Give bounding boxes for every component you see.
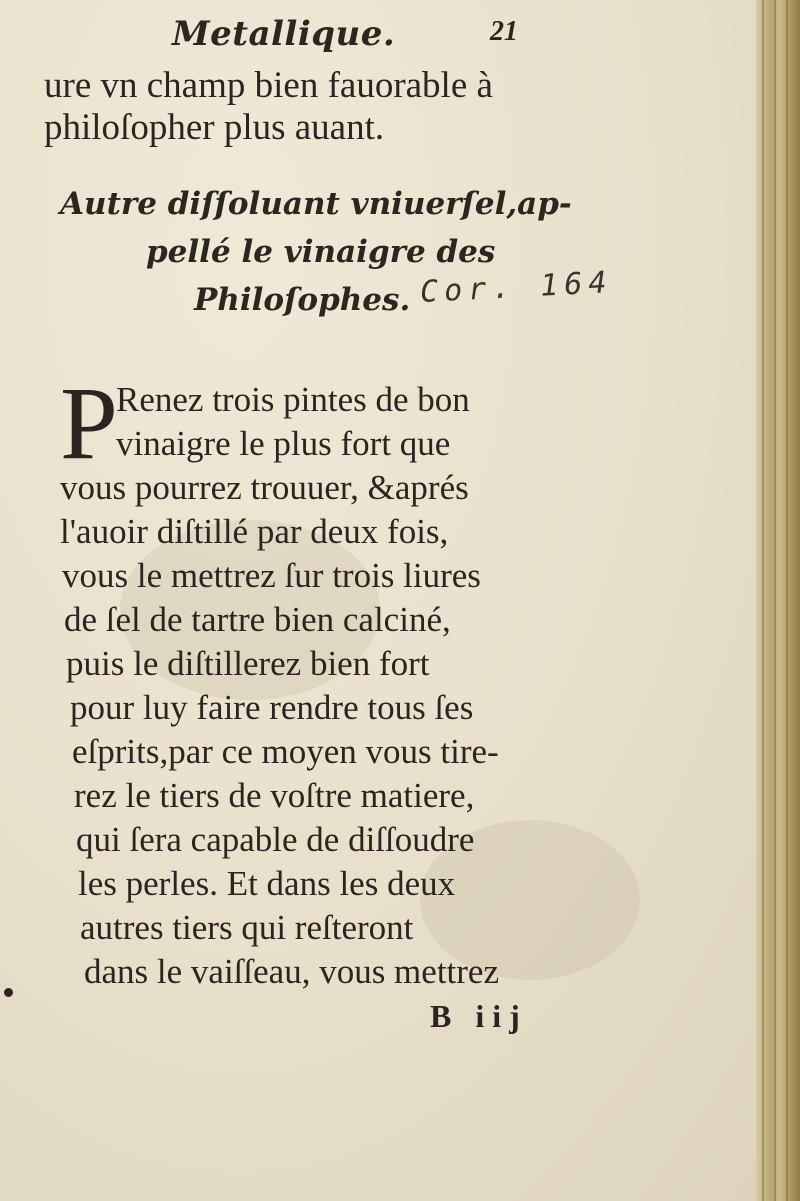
- text-line: puis le diſtillerez bien fort: [66, 644, 430, 683]
- text-line: Renez trois pintes de bon: [116, 380, 470, 419]
- section-heading-line: pellé le vinaigre des: [146, 234, 496, 270]
- text-line: de ſel de tartre bien calciné,: [64, 600, 451, 639]
- handwritten-annotation: Cor. 164: [419, 264, 614, 311]
- binding-line: [762, 0, 764, 1201]
- text-line: dans le vaiſſeau, vous mettrez: [84, 952, 499, 991]
- running-head-title: Metallique.: [172, 14, 396, 54]
- text-line: philoſopher plus auant.: [44, 107, 385, 148]
- binding-line: [774, 0, 776, 1201]
- drop-cap: P: [60, 366, 118, 481]
- text-line: pour luy faire rendre tous ſes: [70, 688, 474, 727]
- text-line: eſprits,par ce moyen vous tire-: [72, 732, 499, 771]
- binding-line: [786, 0, 788, 1201]
- text-line: qui ſera capable de diſſoudre: [76, 820, 475, 859]
- text-line: vous le mettrez ſur trois liures: [62, 556, 481, 595]
- text-line: l'auoir diſtillé par deux fois,: [60, 512, 449, 551]
- text-line: vinaigre le plus fort que: [116, 424, 451, 463]
- text-line: les perles. Et dans les deux: [78, 864, 456, 903]
- section-heading-line: Philoſophes.: [194, 282, 411, 318]
- signature-mark: B iij: [430, 998, 528, 1034]
- text-line: ure vn champ bien fauorable à: [44, 65, 493, 106]
- section-heading-line: Autre diſſoluant vniuerſel,ap-: [60, 186, 572, 222]
- book-binding-edge: [756, 0, 800, 1201]
- ink-dot: [4, 988, 13, 997]
- text-line: vous pourrez trouuer, &aprés: [60, 468, 469, 507]
- text-line: autres tiers qui reſteront: [80, 908, 414, 947]
- text-line: rez le tiers de voſtre matiere,: [74, 776, 475, 815]
- page-number: 21: [490, 16, 518, 47]
